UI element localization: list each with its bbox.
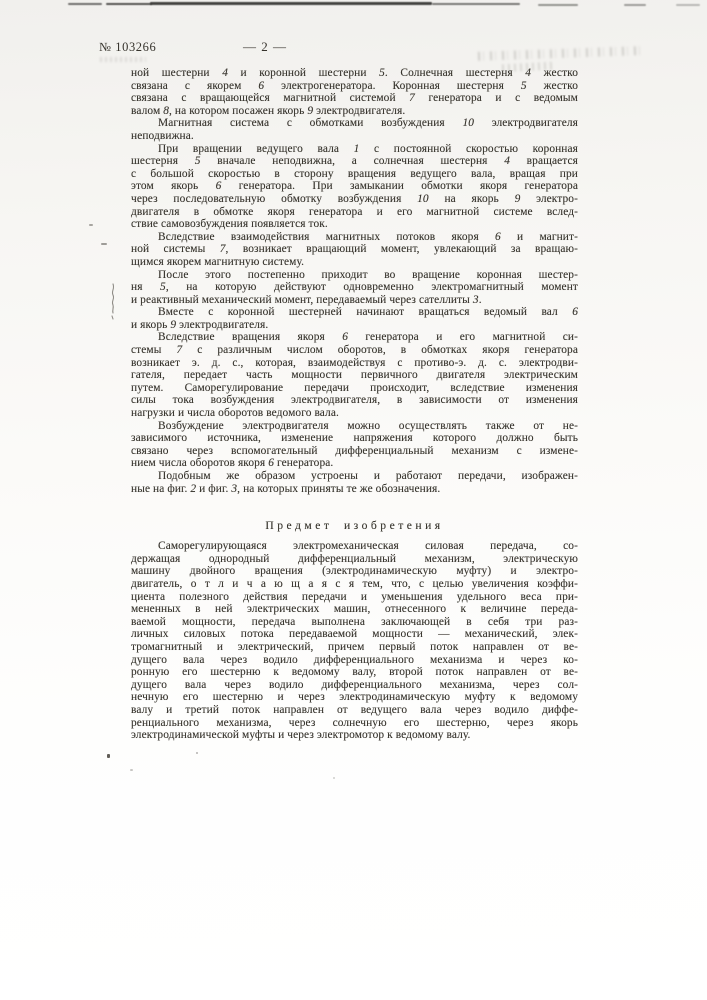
scan-edge-segment <box>150 2 432 5</box>
scan-edge-segment <box>676 4 700 6</box>
paragraph <box>131 143 578 231</box>
text-line: ня 5, на которую действуют одновременно электромагнитный момент <box>131 281 578 294</box>
text-line: шестерня 5 вначале неподвижна, а солнечная шестерня 4 вращается <box>131 155 579 168</box>
text-line: тромагнитный и электрический, причем первый поток направлен от ве- <box>131 640 578 653</box>
text-line: дущего вала через водило дифференциального механизма, через сол- <box>131 678 578 691</box>
text-line: возникает э. д. с., которая, взаимодействуя с противо-э. д. с. электродви- <box>131 356 578 369</box>
scan-edge-segment <box>68 3 102 5</box>
text-line: через последовательную обмотку возбуждения 10 на якорь 9 электро- <box>131 192 578 205</box>
ink-smudge <box>100 57 146 62</box>
text-line: связана с якорем 6 электрогенератора. Коронная шестерня 5 жестко <box>131 79 578 92</box>
scan-edge-segment <box>432 3 520 5</box>
scan-edge-segment <box>106 3 152 5</box>
text-line: этом якорь 6 генератора. При замыкании обмотки якоря генератора <box>131 180 578 193</box>
text-line: валом 8, на котором посажен якорь 9 электродвигателя. <box>131 104 406 117</box>
text-line: Саморегулирующаяся электромеханическая силовая передача, со- <box>158 540 578 553</box>
text-line: двигатель, о т л и ч а ю щ а я с я тем, что, с целью увеличения коэффи- <box>131 577 578 590</box>
paragraph <box>131 540 578 742</box>
paper-speck <box>196 752 198 754</box>
text-line: ренциального механизма, через солнечную его шестерню, через якорь <box>131 716 578 729</box>
text-line: и реактивный механический момент, передаваемый через сателлиты 3. <box>131 293 482 306</box>
paper-speck <box>333 777 335 779</box>
patent-number: № 103266 <box>99 40 157 54</box>
paper-speck <box>101 243 107 245</box>
text-line: электродинамической муфты и через электромотор к ведомому валу. <box>131 729 471 742</box>
paragraph <box>131 67 578 117</box>
text-line: ной системы 7, возникает вращающий момент, увлекающий за вращаю- <box>131 243 578 256</box>
text-line: путем. Саморегулирование передачи происходит, вследствие изменения <box>131 381 578 394</box>
text-line: держащая однородный дифференциальный механизм, электрическую <box>131 552 578 565</box>
text-line: нагрузки и числа оборотов ведомого вала. <box>131 407 339 420</box>
text-line: ронную его шестерню к ведомому валу, второй поток направлен от ве- <box>131 666 578 679</box>
text-line: мененных в ней электрических машин, отнесенного к величине переда- <box>131 603 578 616</box>
margin-pen-mark <box>107 282 119 322</box>
text-line: и якорь 9 электродвигателя. <box>131 318 269 331</box>
text-line: зависимого источника, изменение напряжения которого должно быть <box>131 432 578 445</box>
text-line: Подобным же образом устроены и работают передачи, изображен- <box>158 470 578 482</box>
text-line: стемы 7 с различным числом оборотов, в обмотках якоря генератора <box>131 344 578 357</box>
text-line: дущего вала через водило дифференциального механизма и через ко- <box>131 653 578 666</box>
text-line: Вместе с коронной шестерней начинают вращаться ведомый вал 6 <box>158 306 578 319</box>
paper-speck <box>89 224 93 226</box>
text-line: нием числа оборотов якоря 6 генератора. <box>131 457 334 470</box>
text-line: машину двойного вращения (электродинамическую муфту) и электро- <box>131 565 578 578</box>
text-line: щимся якорем магнитную систему. <box>131 255 305 268</box>
text-line: личных силовых потока передаваемой мощности — механический, элек- <box>131 628 578 641</box>
scan-edge-segment <box>624 4 646 6</box>
text-line: Магнитная система с обмотками возбуждения 10 электродвигателя <box>158 117 578 130</box>
paragraph <box>131 117 578 142</box>
scan-edge-segment <box>538 4 578 6</box>
page-number: — 2 — <box>243 39 287 54</box>
paragraph <box>131 331 578 419</box>
text-line: Возбуждение электродвигателя можно осуществлять также от не- <box>158 419 578 432</box>
paragraph <box>131 231 578 269</box>
text-line: с большой скоростью в сторону вращения ведущего вала, вращая при <box>131 167 578 180</box>
paragraph <box>131 306 578 331</box>
text-line: циента полезного действия передачи и уменьшения удельного веса при- <box>131 590 578 603</box>
paragraph <box>131 470 578 495</box>
paragraph <box>131 420 578 470</box>
text-line: неподвижна. <box>131 129 194 142</box>
text-line: ствие самовозбуждения появляется ток. <box>131 218 328 231</box>
text-line: После этого постепенно приходит во вращение коронная шестер- <box>158 268 578 281</box>
text-line: связано через вспомогательный дифференциальный механизм с измене- <box>131 444 578 457</box>
text-line: ные на фиг. 2 и фиг. 3, на которых приняты те же обозначения. <box>131 482 441 495</box>
paper-speck <box>130 769 133 771</box>
section-heading: Предмет изобретения <box>265 519 444 533</box>
text-line: гателя, передает часть мощности первичного двигателя электрическим <box>131 369 578 382</box>
text-column <box>131 67 578 742</box>
text-line: валу и третий поток направлен от ведущего вала через водило диффе- <box>131 703 578 716</box>
text-line: Вследствие вращения якоря 6 генератора и его магнитной си- <box>158 331 578 344</box>
text-line: ваемой мощности, передача выполнена заключающей в себя три раз- <box>131 615 578 628</box>
text-line: связана с вращающейся магнитной системой 7 генератора и с ведомым <box>131 92 578 105</box>
text-line: нечную его шестерню и через электродинамическую муфту к ведомому <box>131 691 578 704</box>
paper-speck <box>107 754 110 758</box>
text-line: Вследствие взаимодействия магнитных потоков якоря 6 и магнит- <box>158 230 578 243</box>
text-line: При вращении ведущего вала 1 с постоянной скоростью коронная <box>158 142 578 155</box>
text-line: двигателя в обмотке якоря генератора и его магнитной системе вслед- <box>131 205 578 218</box>
ink-smudge <box>478 46 640 61</box>
text-line: ной шестерни 4 и коронной шестерни 5. Солнечная шестерня 4 жестко <box>131 67 578 79</box>
text-line: силы тока возбуждения электродвигателя, в зависимости от изменения <box>131 394 578 407</box>
paragraph <box>131 269 578 307</box>
